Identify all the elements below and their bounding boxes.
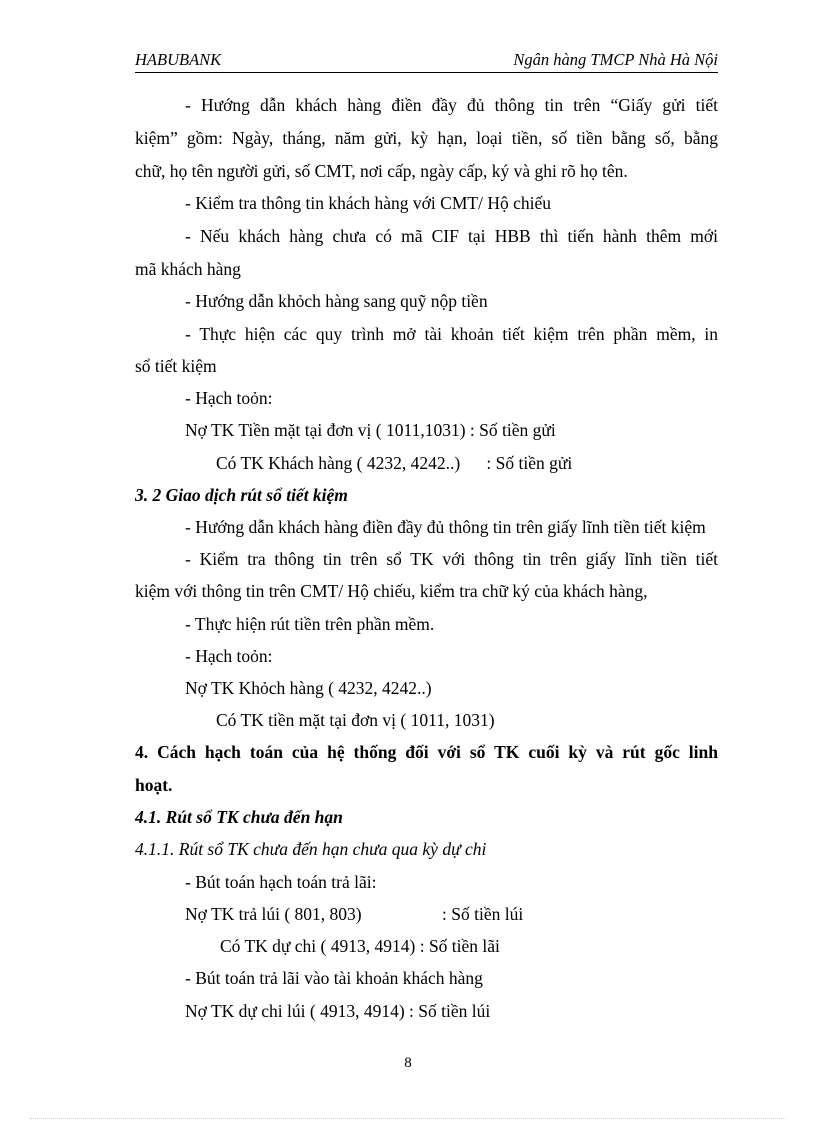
paragraph-line: sổ tiết kiệm <box>135 356 217 376</box>
paragraph-line: - Hướng dẫn khỏch hàng sang quỹ nộp tiền <box>185 291 488 311</box>
page-number: 8 <box>404 1055 412 1071</box>
entry-line: Nợ TK dự chi lúi ( 4913, 4914) : Số tiền lúi <box>185 1001 491 1021</box>
paragraph-line: - Hạch toỏn: <box>185 388 273 408</box>
entry-account: Nợ TK trả lúi ( 801, 803) <box>185 904 362 924</box>
paragraph-line: - Kiểm tra thông tin trên sổ TK với thông tin trên giấy lĩnh tiền tiết <box>185 549 718 569</box>
entry-amount: : Số tiền lúi <box>442 904 524 924</box>
paragraph-line: - Kiểm tra thông tin khách hàng với CMT/ Hộ chiếu <box>185 193 551 213</box>
paragraph-line: - Thực hiện rút tiền trên phần mềm. <box>185 614 435 634</box>
subsection-heading: 4.1.1. Rút sổ TK chưa đến hạn chưa qua kỳ dự chi <box>135 839 487 859</box>
paragraph-line: kiệm” gồm: Ngày, tháng, năm gửi, kỳ hạn, loại tiền, số tiền bằng số, bằng <box>135 128 718 148</box>
paragraph-line: - Hướng dẫn khách hàng điền đầy đủ thông tin trên giấy lĩnh tiền tiết kiệm <box>185 517 706 537</box>
header-left: HABUBANK <box>135 50 222 69</box>
section-heading: 4. Cách hạch toán của hệ thống đối với sổ TK cuối kỳ và rút gốc linh <box>135 742 718 762</box>
entry-line: Có TK tiền mặt tại đơn vị ( 1011, 1031) <box>216 710 495 730</box>
entry-line <box>185 903 718 925</box>
paragraph-line: - Bút toán hạch toán trả lãi: <box>185 872 377 892</box>
paragraph-line: mã khách hàng <box>135 259 241 279</box>
section-heading: hoạt. <box>135 775 173 795</box>
paragraph-line: - Nếu khách hàng chưa có mã CIF tại HBB thì tiến hành thêm mới <box>185 226 718 246</box>
header-right: Ngân hàng TMCP Nhà Hà Nội <box>513 50 718 69</box>
paragraph-line: - Bút toán trả lãi vào tài khoản khách hàng <box>185 968 483 988</box>
paragraph-line: - Thực hiện các quy trình mở tài khoản tiết kiệm trên phần mềm, in <box>185 324 718 344</box>
page-header <box>135 48 718 73</box>
entry-line: Nợ TK Tiền mặt tại đơn vị ( 1011,1031) : Số tiền gửi <box>185 420 556 440</box>
subsection-heading: 4.1. Rút sổ TK chưa đến hạn <box>135 807 343 827</box>
section-heading: 3. 2 Giao dịch rút sổ tiết kiệm <box>135 485 348 505</box>
entry-line: Nợ TK Khỏch hàng ( 4232, 4242..) <box>185 678 432 698</box>
paragraph-line: - Hạch toỏn: <box>185 646 273 666</box>
paragraph-line: - Hướng dẫn khách hàng điền đầy đủ thông tin trên “Giấy gửi tiết <box>185 95 718 115</box>
paragraph-line: chữ, họ tên người gửi, số CMT, nơi cấp, ngày cấp, ký và ghi rõ họ tên. <box>135 161 628 181</box>
page-border <box>30 1118 786 1119</box>
entry-line: Có TK Khách hàng ( 4232, 4242..) : Số tiền gửi <box>216 453 573 473</box>
paragraph-line: kiệm với thông tin trên CMT/ Hộ chiếu, kiểm tra chữ ký của khách hàng, <box>135 581 648 601</box>
entry-line: Có TK dự chi ( 4913, 4914) : Số tiền lãi <box>220 936 500 956</box>
